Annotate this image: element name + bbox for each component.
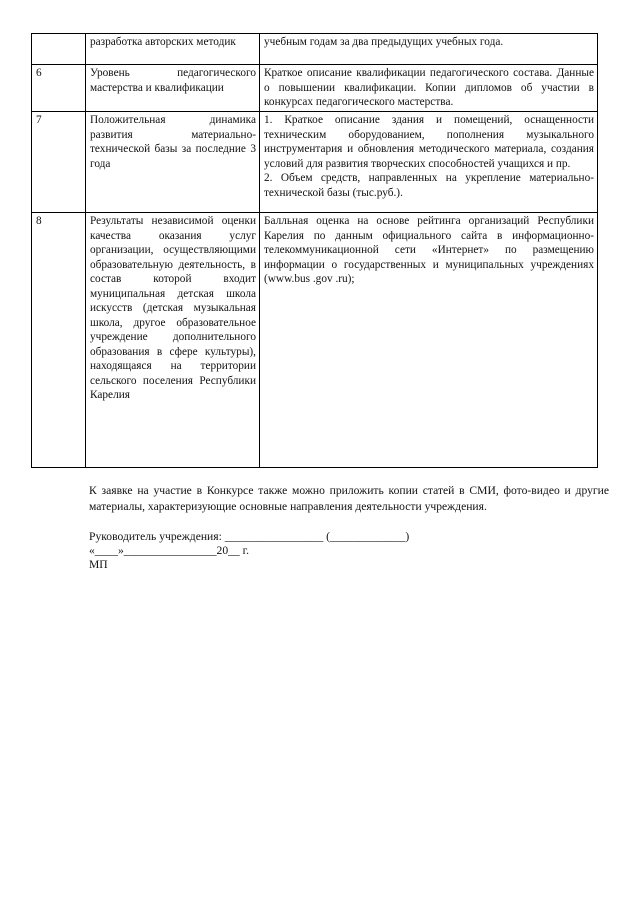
criterion-description xyxy=(260,34,598,65)
description-item-1: 1. Краткое описание здания и помещений, оснащенности техническим оборудованием, пополнения музыкального инструментария и обновления методического материала, создания условий для развития творческих способностей учащихся и пр. xyxy=(264,114,594,170)
row-number: 8 xyxy=(32,213,86,468)
head-signature-line: Руководитель учреждения: _________________ (_____________) xyxy=(89,530,410,543)
row-number: 6 xyxy=(32,65,86,112)
description-item-2: 2. Объем средств, направленных на укрепление материально-технической базы (тыс.руб.). xyxy=(264,172,594,199)
criterion-name: Положительная динамика развития материально-технической базы за последние 3 года xyxy=(86,112,260,213)
criterion-name: Результаты независимой оценки качества оказания услуг организации, осуществляющими образовательную деятельность, в состав которой входит муниципальная детская школа искусств (детская музыкальная школа, другое образовательное учреждение дополнительного образования в сфере культуры), находящаяся на территории сельского поселения Республики Карелия xyxy=(86,213,260,468)
criterion-description xyxy=(260,112,598,213)
criterion-description xyxy=(260,213,598,468)
description-paragraph: Балльная оценка на основе рейтинга организаций Республики Карелия по данным официального сайта в информационно-телекоммуникационной сети «Интернет» по размещению информации о государственных и муниципальных учреждениях (www.bus .gov .ru); xyxy=(264,215,594,285)
table-row xyxy=(32,213,598,468)
attachment-note: К заявке на участие в Конкурсе также можно приложить копии статей в СМИ, фото-видео и другие материалы, характеризующие основные направления деятельности учреждения. xyxy=(89,484,609,513)
table-row xyxy=(32,65,598,112)
table-row xyxy=(32,112,598,213)
date-line: «____»________________20__ г. xyxy=(89,544,249,557)
criterion-name: разработка авторских методик xyxy=(86,34,260,65)
criterion-name: Уровень педагогического мастерства и квалификации xyxy=(86,65,260,112)
row-number: 7 xyxy=(32,112,86,213)
stamp-place-label: МП xyxy=(89,558,108,571)
description-paragraph: учебным годам за два предыдущих учебных года. xyxy=(264,36,504,48)
criteria-table xyxy=(31,33,598,468)
description-paragraph: Краткое описание квалификации педагогического состава. Данные о повышении квалификации. Копии дипломов об участии в конкурсах педагогического мастерства. xyxy=(264,67,594,108)
table-row xyxy=(32,34,598,65)
criterion-description xyxy=(260,65,598,112)
row-number xyxy=(32,34,86,65)
